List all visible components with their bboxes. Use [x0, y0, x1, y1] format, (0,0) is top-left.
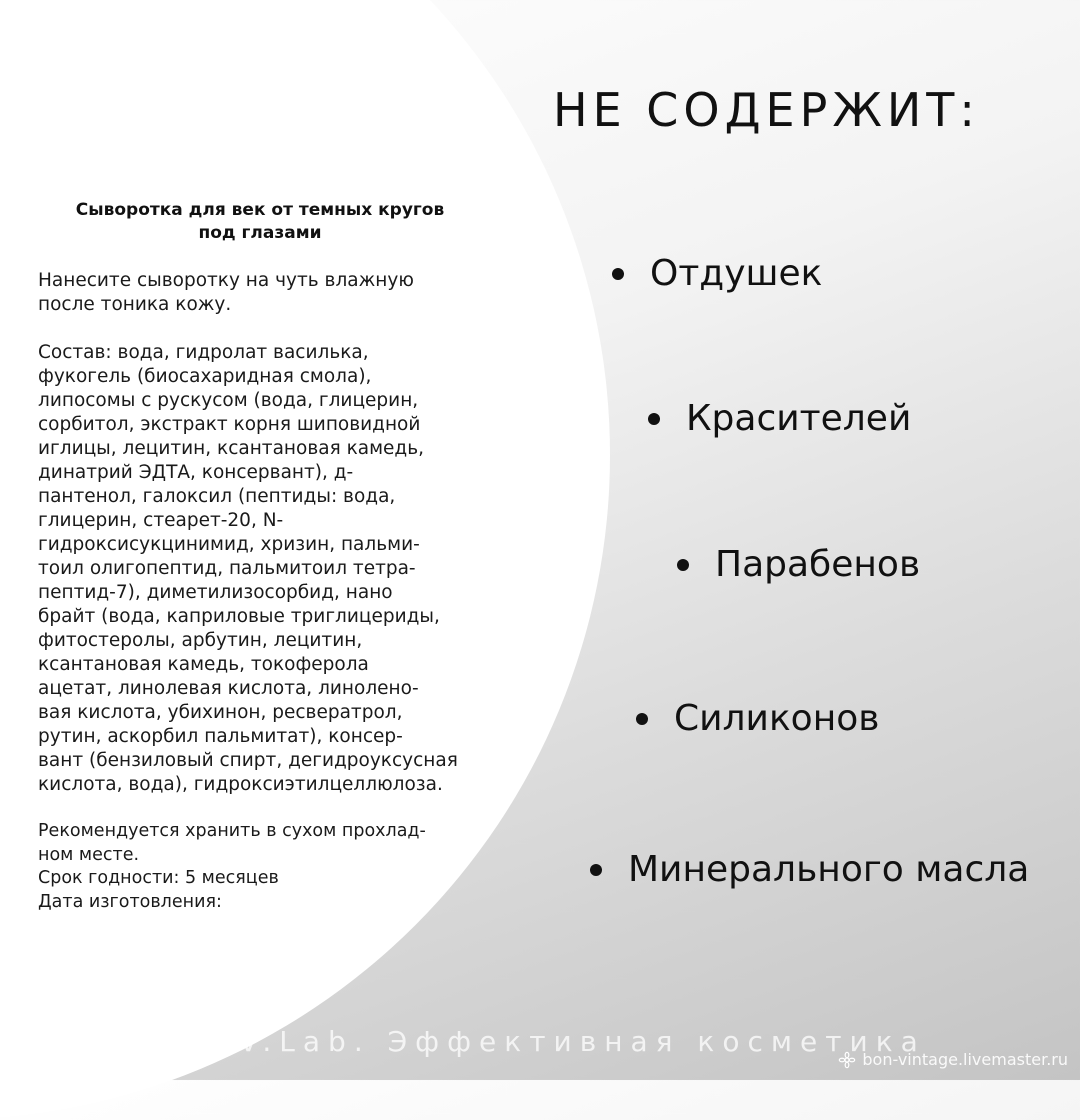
free-from-item: [677, 541, 920, 589]
composition-line: Состав: вода, гидролат василька,: [38, 342, 369, 363]
bullet-dot-icon: [648, 413, 660, 425]
storage-line: ном месте.: [38, 844, 140, 865]
free-from-item-label: Красителей: [686, 398, 912, 439]
free-from-heading: НЕ СОДЕРЖИТ:: [553, 83, 980, 137]
free-from-item: [636, 695, 880, 743]
flower-icon: [838, 1051, 856, 1069]
brand-tagline: v.Lab. Эффективная косметика: [240, 1025, 926, 1058]
paragraph-gap: [38, 317, 518, 341]
instruction-line: после тоника кожу.: [38, 294, 232, 315]
composition-line: ксантановая камедь, токоферола: [38, 654, 369, 675]
composition-line: вант (бензиловый спирт, дегидроуксусная: [38, 750, 458, 771]
composition-line: липосомы с рускусом (вода, глицерин,: [38, 390, 419, 411]
product-title-line: Сыворотка для век от темных кругов: [75, 200, 445, 220]
bullet-dot-icon: [636, 713, 648, 725]
free-from-item: [612, 250, 822, 298]
composition-line: рутин, аскорбил пальмитат), консер-: [38, 726, 403, 747]
composition-line: вая кислота, убихинон, ресвератрол,: [38, 702, 403, 723]
instruction-line: Нанесите сыворотку на чуть влажную: [38, 270, 414, 291]
shelf-life-line: Срок годности: 5 месяцев: [38, 868, 279, 888]
free-from-item: [590, 846, 1029, 894]
composition-line: сорбитол, экстракт корня шиповидной: [38, 414, 421, 435]
composition-line: гидроксисукцинимид, хризин, пальми-: [38, 534, 420, 555]
product-title: [40, 199, 480, 245]
manufacture-date-line: Дата изготовления:: [38, 891, 222, 912]
product-title-line: под глазами: [198, 223, 322, 243]
storage-line: Рекомендуется хранить в сухом прохлад-: [38, 821, 426, 841]
watermark-text: bon-vintage.livemaster.ru: [862, 1050, 1068, 1069]
bullet-dot-icon: [677, 559, 689, 571]
composition-line: фитостеролы, арбутин, лецитин,: [38, 630, 363, 651]
storage-info: [38, 820, 518, 914]
free-from-item: [648, 395, 911, 443]
composition-line: пантенол, галоксил (пептиды: вода,: [38, 486, 396, 507]
composition-line: динатрий ЭДТА, консервант), д-: [38, 462, 354, 483]
bullet-dot-icon: [590, 864, 602, 876]
free-from-item-label: Парабенов: [715, 544, 921, 585]
bullet-dot-icon: [612, 268, 624, 280]
free-from-item-label: Минерального масла: [628, 849, 1030, 890]
composition-line: кислота, вода), гидроксиэтилцеллюлоза.: [38, 774, 443, 795]
free-from-item-label: Силиконов: [674, 698, 880, 739]
product-description: [38, 269, 518, 797]
composition-line: тоил олигопептид, пальмитоил тетра-: [38, 558, 416, 579]
composition-line: иглицы, лецитин, ксантановая камедь,: [38, 438, 425, 459]
composition-line: фукогель (биосахаридная смола),: [38, 366, 372, 387]
composition-line: пептид-7), диметилизосорбид, нано: [38, 582, 393, 603]
free-from-item-label: Отдушек: [650, 253, 823, 294]
composition-line: глицерин, стеарет-20, N-: [38, 510, 284, 531]
composition-line: брайт (вода, каприловые триглицериды,: [38, 606, 440, 627]
site-watermark: [838, 1049, 1068, 1071]
composition-line: ацетат, линолевая кислота, линолено-: [38, 678, 419, 699]
